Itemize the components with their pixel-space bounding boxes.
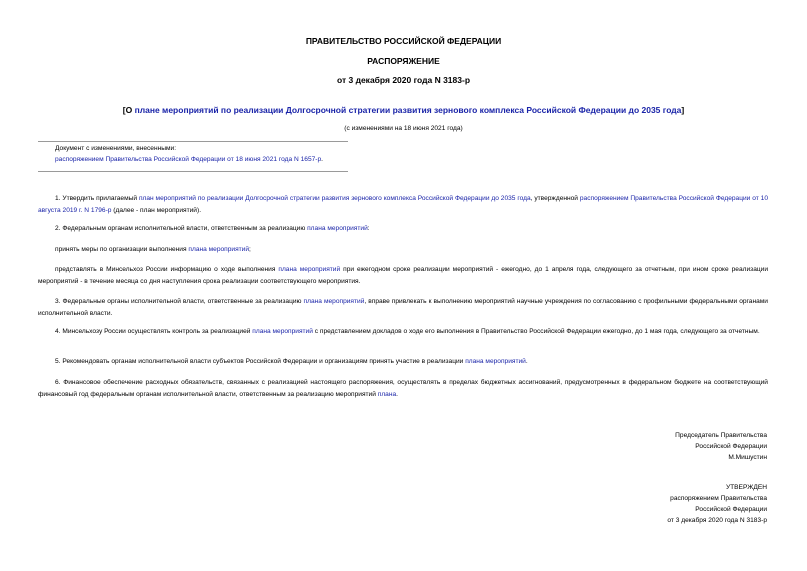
paragraph-2 (38, 223, 768, 235)
document-date-number: от 3 декабря 2020 года N 3183-р (336, 75, 471, 85)
approval-block (667, 482, 767, 526)
p1-decree-link[interactable]: распоряжением Правительства Российской Федерации от 10 августа 2019 г. N 1796-р (38, 195, 769, 214)
p6-text-a: 4. Минсельхозу России осуществлять контроль за реализацией (55, 328, 253, 335)
p7-plan-link[interactable]: плана мероприятий (465, 358, 526, 365)
p8-text-b: . (396, 391, 398, 398)
p2-text-a: 2. Федеральным органам исполнительной власти, ответственным за реализацию (55, 225, 308, 232)
p6-plan-link[interactable]: плана мероприятий (252, 328, 313, 335)
approval-federation: Российской Федерации (695, 506, 767, 513)
title-link[interactable]: плане мероприятий по реализации Долгосрочной стратегии развития зернового комплекса Российской Федерации до 2035 года (134, 105, 682, 115)
p4-text-a: представлять в Минсельхоз России информацию о ходе выполнения (55, 266, 279, 273)
paragraph-6 (38, 326, 768, 338)
p2-text-b: : (367, 225, 370, 232)
p8-plan-link[interactable]: плана (377, 391, 397, 398)
notice-link-line (55, 154, 323, 165)
p5-text-a: 3. Федеральные органы исполнительной власти, ответственные за реализацию (55, 298, 304, 305)
p8-text-a: 6. Финансовое обеспечение расходных обязательств, связанных с реализацией настоящего распоряжения, осуществлять в пределах бюджетных ассигнований, предусмотренных в федеральном бюджете на соответствующий финансовый год федеральным органам исполнительной власти, ответственным за реализацию мероприятий (38, 379, 768, 398)
document-title (0, 105, 807, 115)
notice-top-divider (38, 141, 348, 142)
p1-text-a: 1. Утвердить прилагаемый (55, 195, 139, 202)
approval-decree: распоряжением Правительства (670, 495, 767, 502)
paragraph-4 (38, 264, 768, 288)
p3-plan-link[interactable]: плана мероприятий (188, 246, 250, 253)
p1-text-b: , утвержденной (530, 195, 580, 202)
amendments-note: (с изменениями на 18 июня 2021 года) (344, 125, 463, 132)
amendments-notice (55, 143, 323, 165)
p4-text-b: при ежегодном сроке реализации мероприятий - ежегодно, до 1 апреля года, следующего за отчетным, при ином сроке реализации мероприятий - в течение месяца со дня наступления срока реализации соответствующего мероприятия. (38, 266, 768, 285)
p3-text-b: ; (249, 246, 251, 253)
p4-plan-link[interactable]: плана мероприятий (278, 266, 341, 273)
paragraph-5 (38, 296, 768, 320)
p6-text-b: с представлением докладов о ходе его выполнения в Правительство Российской Федерации ежегодно, до 1 мая года, следующего за отчетным. (312, 328, 760, 335)
paragraph-7 (38, 356, 768, 368)
title-bracket-open: [О (122, 105, 135, 115)
p7-text-a: 5. Рекомендовать органам исполнительной власти субъектов Российской Федерации и организациям принять участие в реализации (55, 358, 466, 365)
title-bracket-close: ] (681, 105, 685, 115)
signature-federation: Российской Федерации (695, 443, 767, 450)
notice-label: Документ с изменениями, внесенными: (55, 145, 177, 152)
government-heading: ПРАВИТЕЛЬСТВО РОССИЙСКОЙ ФЕДЕРАЦИИ (305, 36, 502, 46)
notice-end: . (321, 156, 323, 163)
approval-title: УТВЕРЖДЕН (725, 484, 767, 491)
p3-text-a: принять меры по организации выполнения (55, 246, 189, 253)
p5-plan-link[interactable]: плана мероприятий (303, 298, 365, 305)
paragraph-8 (38, 377, 768, 401)
notice-amendment-link[interactable]: распоряжением Правительства Российской Федерации от 18 июня 2021 года N 1657-р (55, 156, 322, 163)
p7-text-b: . (525, 358, 528, 365)
p1-plan-link[interactable]: план мероприятий по реализации Долгосрочной стратегии развития зернового комплекса Российской Федерации до 2035 года (138, 195, 531, 202)
signature-name: М.Мишустин (728, 454, 767, 461)
p2-plan-link[interactable]: плана мероприятий (307, 225, 368, 232)
p5-text-b: , вправе привлекать к выполнению мероприятий научные учреждения по согласованию с профильными федеральными органами исполнительной власти. (38, 298, 768, 317)
paragraph-1 (38, 193, 768, 217)
approval-date: от 3 декабря 2020 года N 3183-р (667, 517, 767, 524)
signature-position: Председатель Правительства (675, 432, 767, 439)
notice-bottom-divider (38, 171, 348, 172)
p1-text-c: (далее - план мероприятий). (111, 207, 202, 214)
signature-block (675, 430, 767, 463)
paragraph-3 (38, 244, 768, 256)
document-type-heading: РАСПОРЯЖЕНИЕ (367, 56, 440, 66)
